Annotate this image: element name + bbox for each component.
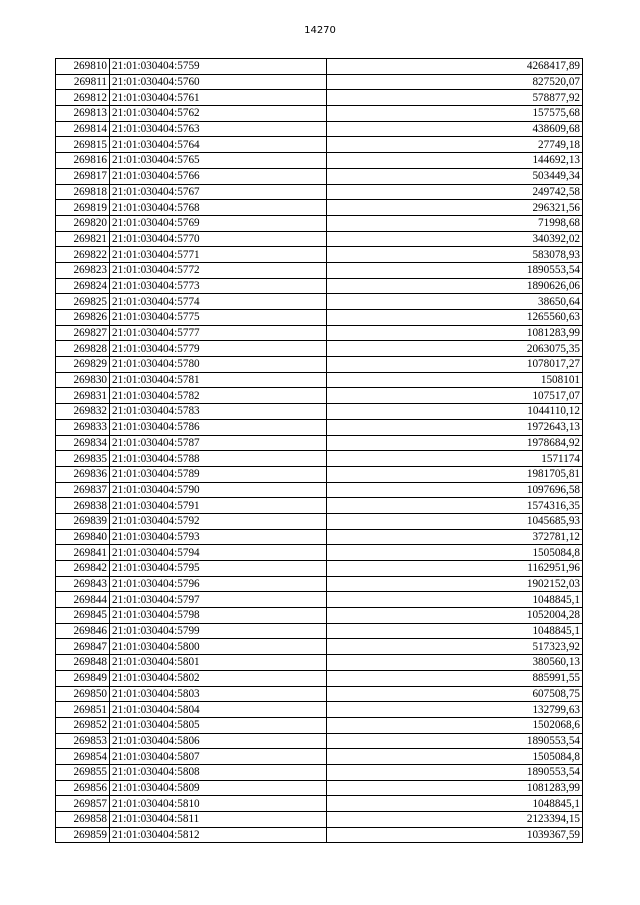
table-row — [56, 780, 583, 796]
table-row — [56, 215, 583, 231]
cadastral-value-cell: 438609,68 — [327, 121, 583, 137]
row-id-cell: 269853 — [56, 733, 110, 749]
cadastral-number-cell: 21:01:030404:5761 — [110, 90, 327, 106]
cadastral-value-cell: 1052004,28 — [327, 608, 583, 624]
row-id-cell: 269845 — [56, 608, 110, 624]
cadastral-number-cell: 21:01:030404:5795 — [110, 561, 327, 577]
table-row — [56, 655, 583, 671]
row-id-cell: 269819 — [56, 200, 110, 216]
table-row — [56, 623, 583, 639]
row-id-cell: 269830 — [56, 372, 110, 388]
row-id-cell: 269843 — [56, 576, 110, 592]
row-id-cell: 269847 — [56, 639, 110, 655]
cadastral-number-cell: 21:01:030404:5772 — [110, 262, 327, 278]
row-id-cell: 269856 — [56, 780, 110, 796]
row-id-cell: 269829 — [56, 357, 110, 373]
row-id-cell: 269854 — [56, 749, 110, 765]
cadastral-value-cell: 380560,13 — [327, 655, 583, 671]
cadastral-number-cell: 21:01:030404:5802 — [110, 670, 327, 686]
cadastral-value-cell: 1978684,92 — [327, 435, 583, 451]
row-id-cell: 269838 — [56, 498, 110, 514]
row-id-cell: 269839 — [56, 513, 110, 529]
cadastral-number-cell: 21:01:030404:5769 — [110, 215, 327, 231]
cadastral-number-cell: 21:01:030404:5768 — [110, 200, 327, 216]
row-id-cell: 269824 — [56, 278, 110, 294]
cadastral-number-cell: 21:01:030404:5781 — [110, 372, 327, 388]
row-id-cell: 269812 — [56, 90, 110, 106]
table-row — [56, 325, 583, 341]
cadastral-number-cell: 21:01:030404:5791 — [110, 498, 327, 514]
cadastral-value-cell: 1044110,12 — [327, 404, 583, 420]
cadastral-number-cell: 21:01:030404:5786 — [110, 419, 327, 435]
row-id-cell: 269816 — [56, 153, 110, 169]
cadastral-value-cell: 1048845,1 — [327, 623, 583, 639]
table-row — [56, 153, 583, 169]
cadastral-value-cell: 1505084,8 — [327, 749, 583, 765]
row-id-cell: 269844 — [56, 592, 110, 608]
cadastral-value-cell: 1048845,1 — [327, 796, 583, 812]
row-id-cell: 269831 — [56, 388, 110, 404]
table-row — [56, 608, 583, 624]
table-body — [56, 59, 583, 843]
cadastral-number-cell: 21:01:030404:5798 — [110, 608, 327, 624]
row-id-cell: 269850 — [56, 686, 110, 702]
table-row — [56, 702, 583, 718]
row-id-cell: 269818 — [56, 184, 110, 200]
table-row — [56, 451, 583, 467]
cadastral-number-cell: 21:01:030404:5773 — [110, 278, 327, 294]
cadastral-number-cell: 21:01:030404:5804 — [110, 702, 327, 718]
row-id-cell: 269849 — [56, 670, 110, 686]
row-id-cell: 269851 — [56, 702, 110, 718]
table-row — [56, 247, 583, 263]
cadastral-value-cell: 340392,02 — [327, 231, 583, 247]
cadastral-value-cell: 71998,68 — [327, 215, 583, 231]
cadastral-value-cell: 1890553,54 — [327, 262, 583, 278]
table-row — [56, 90, 583, 106]
cadastral-number-cell: 21:01:030404:5763 — [110, 121, 327, 137]
table-row — [56, 200, 583, 216]
cadastral-value-cell: 517323,92 — [327, 639, 583, 655]
row-id-cell: 269837 — [56, 482, 110, 498]
cadastral-value-cell: 1081283,99 — [327, 325, 583, 341]
table-row — [56, 310, 583, 326]
cadastral-number-cell: 21:01:030404:5806 — [110, 733, 327, 749]
cadastral-value-cell: 1890626,06 — [327, 278, 583, 294]
cadastral-number-cell: 21:01:030404:5812 — [110, 827, 327, 843]
row-id-cell: 269855 — [56, 764, 110, 780]
cadastral-number-cell: 21:01:030404:5783 — [110, 404, 327, 420]
table-row — [56, 278, 583, 294]
cadastral-value-cell: 1505084,8 — [327, 545, 583, 561]
cadastral-number-cell: 21:01:030404:5764 — [110, 137, 327, 153]
cadastral-value-cell: 4268417,89 — [327, 59, 583, 75]
cadastral-number-cell: 21:01:030404:5805 — [110, 717, 327, 733]
cadastral-number-cell: 21:01:030404:5797 — [110, 592, 327, 608]
table-row — [56, 498, 583, 514]
cadastral-number-cell: 21:01:030404:5779 — [110, 341, 327, 357]
cadastral-value-cell: 107517,07 — [327, 388, 583, 404]
page-number: 14270 — [304, 25, 336, 36]
cadastral-number-cell: 21:01:030404:5801 — [110, 655, 327, 671]
row-id-cell: 269858 — [56, 812, 110, 828]
cadastral-number-cell: 21:01:030404:5792 — [110, 513, 327, 529]
row-id-cell: 269859 — [56, 827, 110, 843]
table-row — [56, 59, 583, 75]
row-id-cell: 269823 — [56, 262, 110, 278]
cadastral-number-cell: 21:01:030404:5780 — [110, 357, 327, 373]
cadastral-value-table — [55, 58, 583, 843]
table-row — [56, 74, 583, 90]
cadastral-number-cell: 21:01:030404:5811 — [110, 812, 327, 828]
row-id-cell: 269820 — [56, 215, 110, 231]
table-row — [56, 733, 583, 749]
cadastral-value-cell: 1890553,54 — [327, 733, 583, 749]
row-id-cell: 269814 — [56, 121, 110, 137]
cadastral-value-cell: 607508,75 — [327, 686, 583, 702]
cadastral-number-cell: 21:01:030404:5774 — [110, 294, 327, 310]
table-row — [56, 341, 583, 357]
cadastral-value-cell: 38650,64 — [327, 294, 583, 310]
table-row — [56, 670, 583, 686]
cadastral-value-cell: 27749,18 — [327, 137, 583, 153]
row-id-cell: 269835 — [56, 451, 110, 467]
cadastral-number-cell: 21:01:030404:5790 — [110, 482, 327, 498]
table-row — [56, 262, 583, 278]
table-row — [56, 764, 583, 780]
row-id-cell: 269817 — [56, 168, 110, 184]
cadastral-number-cell: 21:01:030404:5800 — [110, 639, 327, 655]
table-row — [56, 435, 583, 451]
cadastral-number-cell: 21:01:030404:5770 — [110, 231, 327, 247]
cadastral-value-cell: 1508101 — [327, 372, 583, 388]
cadastral-number-cell: 21:01:030404:5793 — [110, 529, 327, 545]
table-row — [56, 168, 583, 184]
cadastral-number-cell: 21:01:030404:5809 — [110, 780, 327, 796]
row-id-cell: 269822 — [56, 247, 110, 263]
cadastral-value-cell: 1890553,54 — [327, 764, 583, 780]
row-id-cell: 269832 — [56, 404, 110, 420]
cadastral-value-cell: 1039367,59 — [327, 827, 583, 843]
row-id-cell: 269810 — [56, 59, 110, 75]
cadastral-number-cell: 21:01:030404:5808 — [110, 764, 327, 780]
cadastral-value-cell: 296321,56 — [327, 200, 583, 216]
row-id-cell: 269836 — [56, 466, 110, 482]
cadastral-value-cell: 1048845,1 — [327, 592, 583, 608]
cadastral-value-cell: 1081283,99 — [327, 780, 583, 796]
cadastral-number-cell: 21:01:030404:5810 — [110, 796, 327, 812]
table-row — [56, 545, 583, 561]
table-row — [56, 812, 583, 828]
cadastral-value-cell: 583078,93 — [327, 247, 583, 263]
table-row — [56, 796, 583, 812]
table-row — [56, 372, 583, 388]
cadastral-value-cell: 372781,12 — [327, 529, 583, 545]
table-row — [56, 106, 583, 122]
cadastral-value-cell: 885991,55 — [327, 670, 583, 686]
cadastral-value-cell: 1574316,35 — [327, 498, 583, 514]
cadastral-value-cell: 1045685,93 — [327, 513, 583, 529]
cadastral-value-cell: 1265560,63 — [327, 310, 583, 326]
row-id-cell: 269827 — [56, 325, 110, 341]
table-row — [56, 419, 583, 435]
row-id-cell: 269811 — [56, 74, 110, 90]
table-row — [56, 357, 583, 373]
table-row — [56, 466, 583, 482]
row-id-cell: 269828 — [56, 341, 110, 357]
cadastral-number-cell: 21:01:030404:5787 — [110, 435, 327, 451]
table-row — [56, 294, 583, 310]
table-row — [56, 529, 583, 545]
cadastral-value-cell: 144692,13 — [327, 153, 583, 169]
cadastral-value-cell: 827520,07 — [327, 74, 583, 90]
table-row — [56, 686, 583, 702]
cadastral-value-cell: 1571174 — [327, 451, 583, 467]
cadastral-value-cell: 1981705,81 — [327, 466, 583, 482]
table-row — [56, 561, 583, 577]
table-row — [56, 184, 583, 200]
row-id-cell: 269848 — [56, 655, 110, 671]
row-id-cell: 269825 — [56, 294, 110, 310]
cadastral-value-cell: 1078017,27 — [327, 357, 583, 373]
cadastral-value-cell: 1502068,6 — [327, 717, 583, 733]
row-id-cell: 269833 — [56, 419, 110, 435]
row-id-cell: 269826 — [56, 310, 110, 326]
cadastral-number-cell: 21:01:030404:5762 — [110, 106, 327, 122]
cadastral-value-cell: 2063075,35 — [327, 341, 583, 357]
row-id-cell: 269842 — [56, 561, 110, 577]
row-id-cell: 269841 — [56, 545, 110, 561]
table-row — [56, 388, 583, 404]
cadastral-number-cell: 21:01:030404:5796 — [110, 576, 327, 592]
cadastral-number-cell: 21:01:030404:5788 — [110, 451, 327, 467]
cadastral-value-cell: 1902152,03 — [327, 576, 583, 592]
cadastral-value-cell: 157575,68 — [327, 106, 583, 122]
row-id-cell: 269821 — [56, 231, 110, 247]
cadastral-value-cell: 2123394,15 — [327, 812, 583, 828]
table-row — [56, 749, 583, 765]
cadastral-number-cell: 21:01:030404:5759 — [110, 59, 327, 75]
table-row — [56, 137, 583, 153]
cadastral-number-cell: 21:01:030404:5807 — [110, 749, 327, 765]
table-row — [56, 482, 583, 498]
table-row — [56, 513, 583, 529]
cadastral-value-cell: 1097696,58 — [327, 482, 583, 498]
cadastral-value-cell: 1162951,96 — [327, 561, 583, 577]
row-id-cell: 269846 — [56, 623, 110, 639]
cadastral-number-cell: 21:01:030404:5803 — [110, 686, 327, 702]
row-id-cell: 269813 — [56, 106, 110, 122]
cadastral-number-cell: 21:01:030404:5789 — [110, 466, 327, 482]
table-row — [56, 231, 583, 247]
table-row — [56, 827, 583, 843]
row-id-cell: 269815 — [56, 137, 110, 153]
table-row — [56, 639, 583, 655]
table-row — [56, 404, 583, 420]
cadastral-number-cell: 21:01:030404:5765 — [110, 153, 327, 169]
cadastral-value-cell: 249742,58 — [327, 184, 583, 200]
cadastral-number-cell: 21:01:030404:5799 — [110, 623, 327, 639]
cadastral-number-cell: 21:01:030404:5794 — [110, 545, 327, 561]
cadastral-number-cell: 21:01:030404:5767 — [110, 184, 327, 200]
cadastral-number-cell: 21:01:030404:5777 — [110, 325, 327, 341]
cadastral-number-cell: 21:01:030404:5766 — [110, 168, 327, 184]
cadastral-number-cell: 21:01:030404:5760 — [110, 74, 327, 90]
table-row — [56, 717, 583, 733]
table-row — [56, 592, 583, 608]
cadastral-number-cell: 21:01:030404:5771 — [110, 247, 327, 263]
row-id-cell: 269840 — [56, 529, 110, 545]
table-row — [56, 576, 583, 592]
row-id-cell: 269834 — [56, 435, 110, 451]
cadastral-value-cell: 578877,92 — [327, 90, 583, 106]
cadastral-number-cell: 21:01:030404:5775 — [110, 310, 327, 326]
cadastral-value-cell: 1972643,13 — [327, 419, 583, 435]
row-id-cell: 269857 — [56, 796, 110, 812]
table-row — [56, 121, 583, 137]
cadastral-value-cell: 132799,63 — [327, 702, 583, 718]
row-id-cell: 269852 — [56, 717, 110, 733]
cadastral-number-cell: 21:01:030404:5782 — [110, 388, 327, 404]
cadastral-value-cell: 503449,34 — [327, 168, 583, 184]
